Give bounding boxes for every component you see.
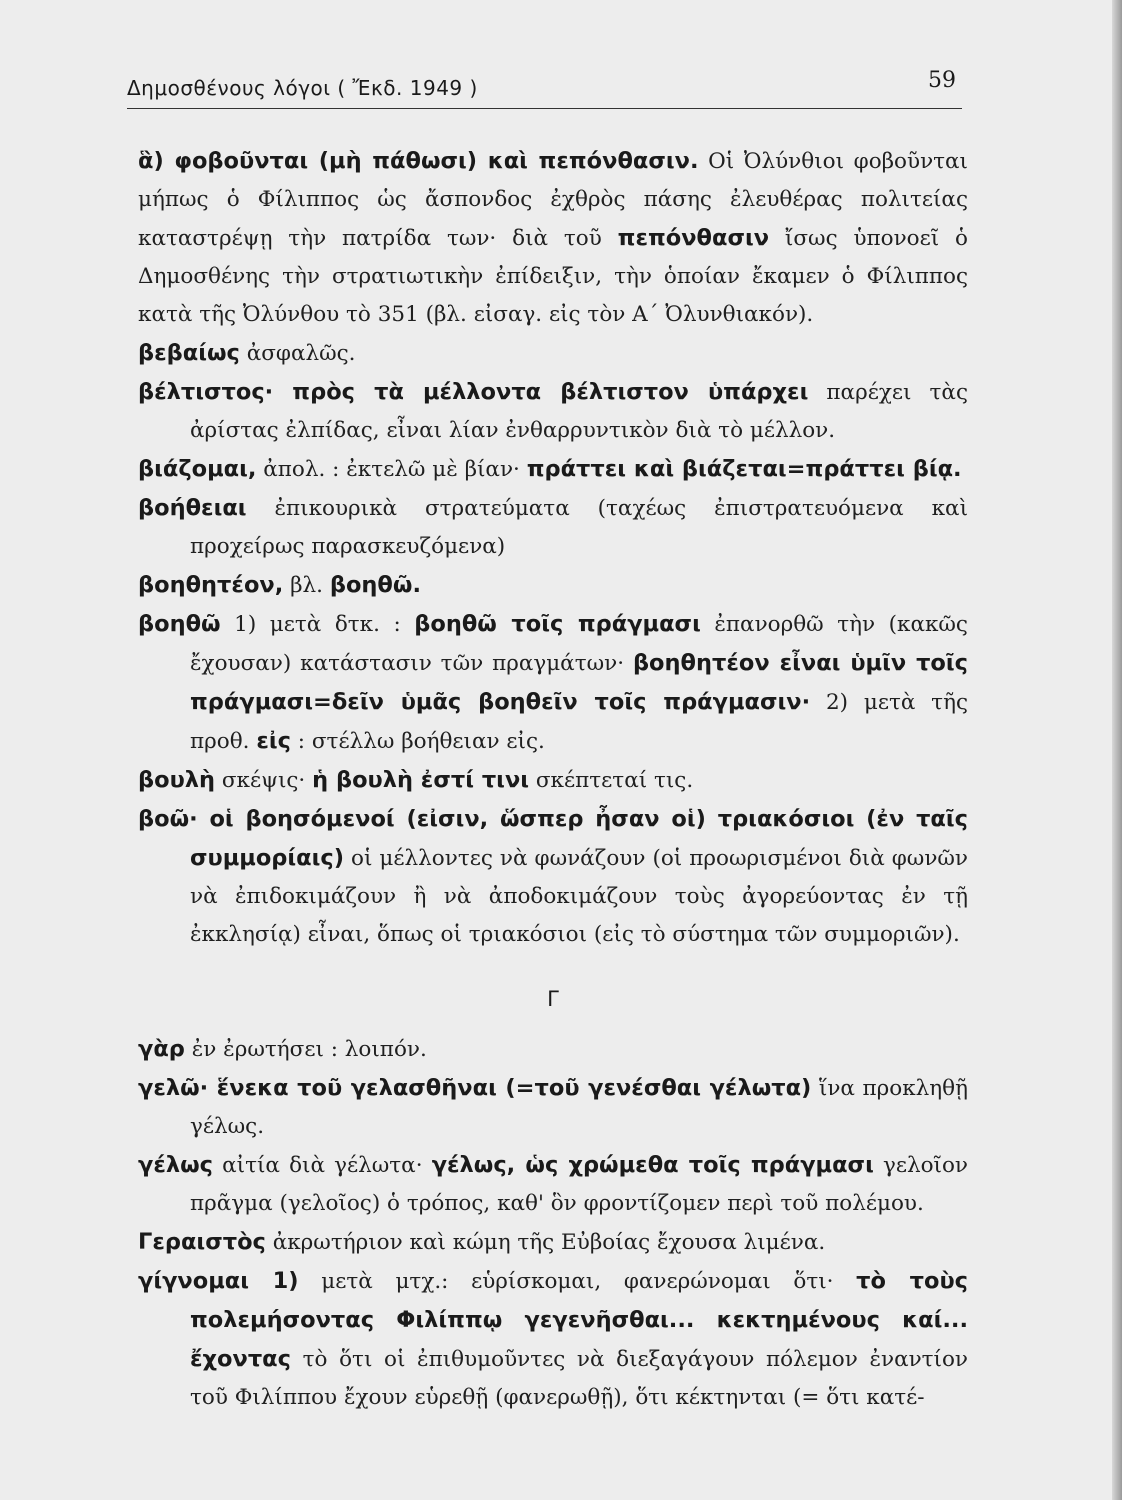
bold-phrase: τὸ τοὺς πολεμήσοντας Φιλίππῳ γεγενῆσθαι... κεκτημένους καί... ἔχοντας: [190, 1268, 969, 1372]
cross-reference: βοηθῶ.: [329, 572, 421, 598]
entry-fobountai: [138, 142, 968, 334]
entry-boetheiai: [138, 489, 968, 566]
gloss: οἱ μέλλοντες νὰ φωνάζουν (οἱ προωρισμένοι διὰ φωνῶν νὰ ἐπιδοκιμάζουν ἢ νὰ ἀποδοκιμάζουν τοὺς ἀγορεύοντας ἐν τῇ ἐκκλησίᾳ) εἶναι, ὅπως οἱ τριακόσιοι (εἰς τὸ σύστημα τῶν συμμοριῶν).: [190, 846, 968, 947]
bold-phrase: βοηθητέον εἶναι ὑμῖν τοῖς πράγμασι=δεῖν ὑμᾶς βοηθεῖν τοῖς πράγμασιν·: [190, 650, 968, 715]
gloss: αἰτία διὰ γέλωτα·: [212, 1153, 432, 1178]
entry-boetho: [138, 605, 968, 761]
gloss: γελοῖον πρᾶγμα (γελοῖος) ὁ τρόπος, καθ' ὃν φροντίζομεν περὶ τοῦ πολέμου.: [190, 1153, 969, 1216]
headword: βέλτιστος· πρὸς τὰ μέλλοντα βέλτιστον ὑπάρχει: [138, 379, 809, 405]
headword: γέλως: [138, 1152, 213, 1178]
headword: βιάζομαι,: [138, 456, 257, 482]
headword: Γεραιστὸς: [138, 1229, 266, 1255]
bold-phrase: ἡ βουλὴ ἐστί τινι: [312, 767, 530, 793]
bold-phrase: πράττει καὶ βιάζεται=πράττει βίᾳ.: [526, 456, 962, 482]
gloss: Οἱ Ὀλύνθιοι φοβοῦνται μήπως ὁ Φίλιππος ὡς ἄσπονδος ἐχθρὸς πάσης ἐλευθέρας πολιτείας καταστρέψῃ τὴν πατρίδα των· διὰ τοῦ: [138, 149, 968, 251]
entry-gignomai: [138, 1262, 968, 1417]
headword: βοηθῶ: [138, 611, 221, 637]
page-header: [127, 68, 962, 109]
headword: βοῶ· οἱ βοησόμενοί (εἰσιν, ὥσπερ ἦσαν οἱ) τριακόσιοι (ἐν ταῖς συμμορίαις): [138, 806, 968, 871]
headword: γίγνομαι 1): [138, 1268, 299, 1294]
entry-gelos: [138, 1146, 968, 1223]
running-title: Δημοσθένους λόγοι ( Ἔκδ. 1949 ): [127, 76, 478, 100]
entry-biazomai: [138, 450, 968, 489]
gloss: μετὰ μτχ.: εὑρίσκομαι, φανερώνομαι ὅτι·: [298, 1269, 857, 1294]
gloss: ἴσως ὑπονοεῖ ὁ Δημοσθένης τὴν στρατιωτικὴν ἐπίδειξιν, τὴν ὁποίαν ἔκαμεν ὁ Φίλιππος κατὰ τῆς Ὀλύνθου τὸ 351 (βλ. εἰσαγ. εἰς τὸν Α΄ Ὀλυνθιακόν).: [138, 226, 968, 327]
dictionary-body: [138, 142, 968, 1417]
gloss: ἵνα προκληθῇ γέλως.: [190, 1076, 968, 1139]
gloss: 1) μετὰ δτκ. :: [220, 612, 415, 637]
gloss: τὸ ὅτι οἱ ἐπιθυμοῦντες νὰ διεξαγάγουν πόλεμον ἐναντίον τοῦ Φιλίππου ἔχουν εὑρεθῇ (φανερωθῇ), ὅτι κέκτηνται (= ὅτι κατέ-: [190, 1347, 968, 1410]
bold-phrase: γέλως, ὡς χρώμεθα τοῖς πράγμασι: [431, 1152, 874, 1178]
gloss: ἀπολ. : ἐκτελῶ μὲ βίαν·: [256, 457, 527, 482]
entry-geraistos: [138, 1223, 968, 1262]
gloss: παρέχει τὰς ἀρίστας ἐλπίδας, εἶναι λίαν ἐνθαρρυντικὸν διὰ τὸ μέλλον.: [190, 380, 968, 443]
headword: ἃ) φοβοῦνται (μὴ πάθωσι) καὶ πεπόνθασιν.: [138, 148, 699, 174]
headword: βοήθειαι: [138, 495, 247, 521]
bold-phrase: βοηθῶ τοῖς πράγμασι: [414, 611, 701, 637]
gloss: ἐν ἐρωτήσει : λοιπόν.: [184, 1037, 427, 1062]
gloss: : στέλλω βοήθειαν εἰς.: [290, 729, 545, 754]
headword: γὰρ: [138, 1036, 185, 1062]
gloss: 2) μετὰ τῆς προθ.: [190, 690, 968, 754]
entry-beltistos: [138, 373, 968, 450]
page-number: 59: [928, 68, 956, 93]
entry-boule: [138, 761, 968, 800]
gloss: ἀσφαλῶς.: [239, 341, 356, 366]
gloss: ἐπανορθῶ τὴν (κακῶς ἔχουσαν) κατάστασιν τῶν πραγμάτων·: [190, 612, 968, 676]
headword: βοηθητέον,: [138, 572, 284, 598]
headword: βεβαίως: [138, 340, 240, 366]
bold-term: εἰς: [256, 728, 291, 754]
bold-term: πεπόνθασιν: [617, 225, 770, 251]
entry-boo: [138, 800, 968, 954]
entry-bebaios: [138, 334, 968, 373]
gloss: βλ.: [283, 573, 330, 598]
gloss: σκέπτεταί τις.: [529, 768, 694, 793]
gloss: ἐπικουρικὰ στρατεύματα (ταχέως ἐπιστρατευόμενα καὶ προχείρως παρασκευζόμενα): [190, 496, 968, 559]
section-letter: Γ: [547, 987, 559, 1011]
entry-boetheteon: [138, 566, 968, 605]
gloss: ἀκρωτήριον καὶ κώμη τῆς Εὐβοίας ἔχουσα λιμένα.: [265, 1230, 826, 1255]
headword: γελῶ· ἕνεκα τοῦ γελασθῆναι (=τοῦ γενέσθαι γέλωτα): [138, 1075, 812, 1101]
page-edge: [1112, 0, 1122, 1500]
gloss: σκέψις·: [215, 768, 313, 793]
entry-gelo: [138, 1069, 968, 1146]
headword: βουλὴ: [138, 767, 216, 793]
entry-gar: [138, 1030, 968, 1069]
